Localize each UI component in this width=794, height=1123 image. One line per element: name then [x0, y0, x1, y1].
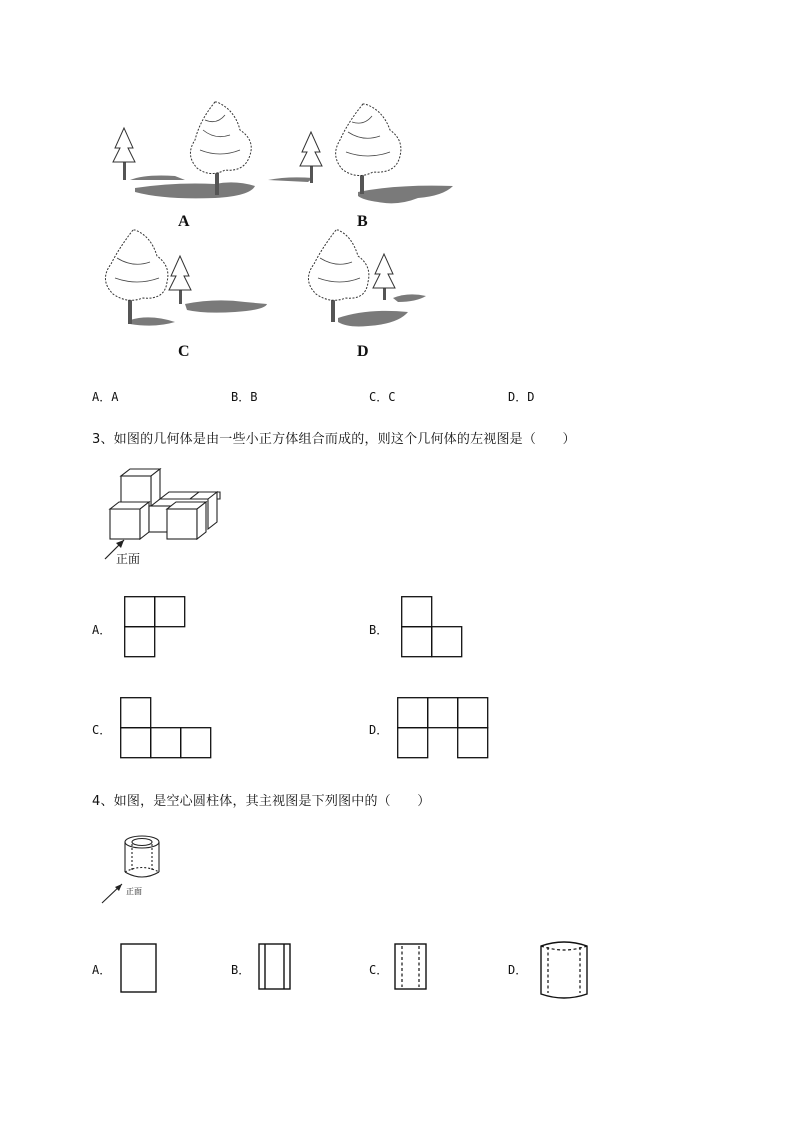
- q4-option-c-view[interactable]: [394, 943, 427, 990]
- figure-label-c: C: [178, 343, 190, 360]
- scene-d-figure: [298, 228, 428, 333]
- q3-front-label: 正面: [116, 552, 141, 566]
- scene-c-figure: [95, 228, 270, 333]
- q4-option-b-label[interactable]: B．: [231, 963, 251, 977]
- q2-option-d[interactable]: D．D: [508, 390, 535, 404]
- figure-label-d: D: [357, 343, 369, 360]
- q3-option-a-view[interactable]: [124, 596, 186, 658]
- q3-question-text: 3、如图的几何体是由一些小正方体组合而成的，则这个几何体的左视图是（ ）: [92, 432, 576, 447]
- q3-option-c-label[interactable]: C．: [92, 723, 112, 737]
- q2-option-c[interactable]: C．C: [369, 390, 396, 404]
- q3-option-c-view[interactable]: [120, 697, 213, 759]
- q4-option-b-view[interactable]: [258, 943, 291, 990]
- q4-option-a-label[interactable]: A．: [92, 963, 112, 977]
- figure-label-b: B: [357, 213, 368, 230]
- q3-option-b-label[interactable]: B．: [369, 623, 389, 637]
- q4-question-text: 4、如图，是空心圆柱体，其主视图是下列图中的（ ）: [92, 794, 431, 809]
- q3-option-d-view[interactable]: [397, 697, 490, 759]
- scene-a-figure: [105, 100, 275, 200]
- scene-b-figure: [268, 100, 460, 210]
- q2-option-b[interactable]: B．B: [231, 390, 258, 404]
- cube-stack-figure: [96, 466, 221, 570]
- q4-option-c-label[interactable]: C．: [369, 963, 389, 977]
- q3-option-b-view[interactable]: [401, 596, 463, 658]
- q4-front-label: 正面: [126, 887, 142, 896]
- q3-option-d-label[interactable]: D．: [369, 723, 389, 737]
- figure-label-a: A: [178, 213, 190, 230]
- q4-option-d-label[interactable]: D．: [508, 963, 528, 977]
- q4-option-d-view[interactable]: [538, 938, 590, 1002]
- q3-option-a-label[interactable]: A．: [92, 623, 112, 637]
- q2-option-a[interactable]: A．A: [92, 390, 119, 404]
- q4-option-a-view[interactable]: [120, 943, 157, 993]
